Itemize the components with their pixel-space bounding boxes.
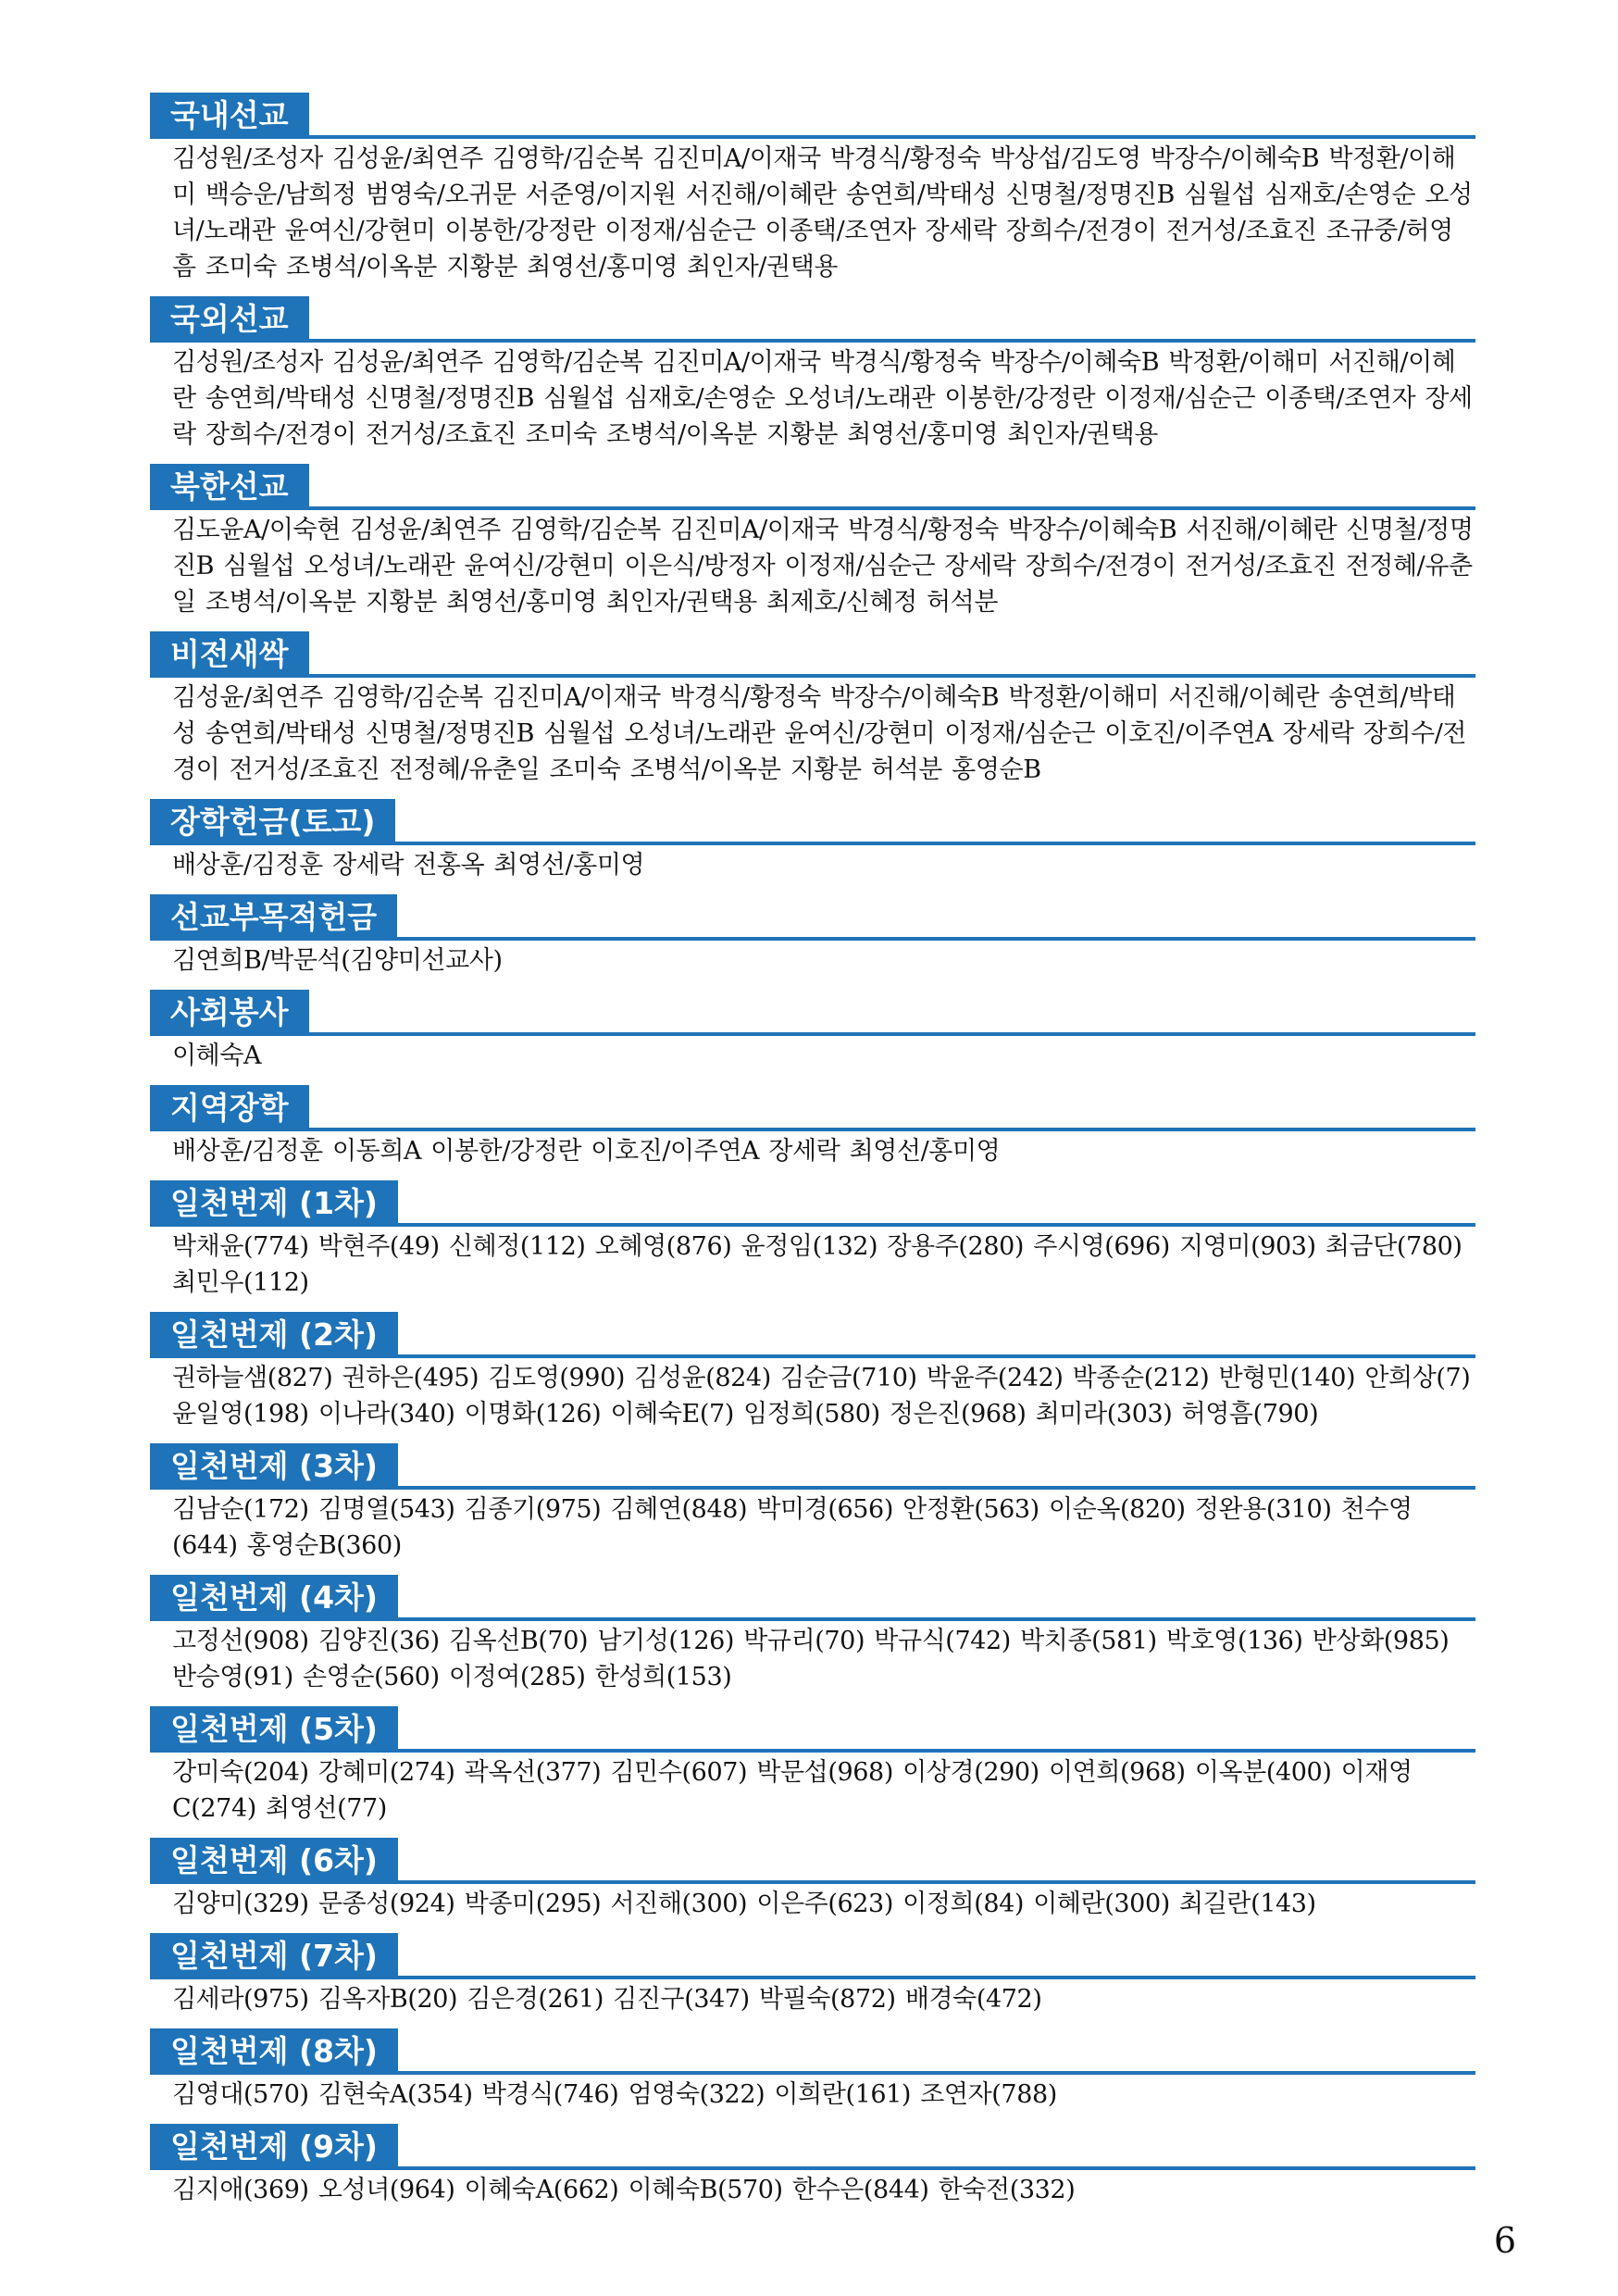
- donor-names: 강미숙(204) 강혜미(274) 곽옥선(377) 김민수(607) 박문섭(968) 이상경(290) 이연희(968) 이옥분(400) 이재영C(274) 최영선(77): [172, 1758, 1413, 1823]
- section-header: [150, 1180, 1475, 1227]
- section-header: [150, 1575, 1475, 1621]
- section-title: 사회봉사: [150, 990, 309, 1036]
- section-divider: [150, 1032, 1475, 1036]
- donor-names: 김연희B/박문석(김양미선교사): [172, 946, 503, 975]
- section-header: [150, 464, 1475, 510]
- offering-section: [150, 1443, 1475, 1564]
- donor-names: 권하늘샘(827) 권하은(495) 김도영(990) 김성윤(824) 김순금(710) 박윤주(242) 박종순(212) 반형민(140) 안희상(7) 윤일영(198) 이나라(340) 이명화(126) 이혜숙E(7) 임정희(580) 정은진(968) 최미라(303) 허영흠(790): [172, 1364, 1471, 1429]
- donor-names: 고정선(908) 김양진(36) 김옥선B(70) 남기성(126) 박규리(70) 박규식(742) 박치종(581) 박호영(136) 반상화(985) 반승영(91) 손영순(560) 이정여(285) 한성희(153): [172, 1627, 1450, 1691]
- donor-names: 김남순(172) 김명열(543) 김종기(975) 김혜연(848) 박미경(656) 안정환(563) 이순옥(820) 정완용(310) 천수영(644) 홍영순B(360): [172, 1495, 1413, 1560]
- section-title: 장학헌금(토고): [150, 799, 395, 845]
- section-title: 일천번제 (9차): [150, 2124, 398, 2170]
- section-divider: [150, 506, 1475, 510]
- donor-names: 김성원/조성자 김성윤/최연주 김영학/김순복 김진미A/이재국 박경식/황정숙 박상섭/김도영 박장수/이혜숙B 박정환/이해미 백승운/남희정 범영숙/오귀문 서준영/이지원 서진해/이혜란 송연희/박태성 신명철/정명진B 심월섭 심재호/손영순 오성녀/노래관 윤여신/강현미 이봉한/강정란 이정재/심순근 이종택/조연자 장세락 장희수/전경이 전거성/조효진 조규중/허영흠 조미숙 조병석/이옥분 지황분 최영선/홍미영 최인자/권택용: [172, 144, 1473, 281]
- section-divider: [150, 1749, 1475, 1753]
- donor-names: 김지애(369) 오성녀(964) 이혜숙A(662) 이혜숙B(570) 한수은(844) 한숙전(332): [172, 2176, 1076, 2204]
- section-divider: [150, 1223, 1475, 1227]
- offering-section: [150, 799, 1475, 883]
- offering-section: [150, 1838, 1475, 1922]
- offering-section: [150, 1312, 1475, 1432]
- section-divider: [150, 2071, 1475, 2075]
- donor-names: 박채윤(774) 박현주(49) 신혜정(112) 오혜영(876) 윤정임(132) 장용주(280) 주시영(696) 지영미(903) 최금단(780) 최민우(112): [172, 1232, 1462, 1297]
- section-title: 지역장학: [150, 1085, 309, 1131]
- section-header: [150, 2028, 1475, 2075]
- section-header: [150, 1443, 1475, 1490]
- section-divider: [150, 1880, 1475, 1884]
- offering-section: [150, 93, 1475, 285]
- donor-names: 김양미(329) 문종성(924) 박종미(295) 서진해(300) 이은주(623) 이정희(84) 이혜란(300) 최길란(143): [172, 1890, 1316, 1918]
- donor-names: 김성윤/최연주 김영학/김순복 김진미A/이재국 박경식/황정숙 박장수/이혜숙B 박정환/이해미 서진해/이혜란 송연희/박태성 송연희/박태성 신명철/정명진B 심월섭 오성녀/노래관 윤여신/강현미 이정재/심순근 이호진/이주연A 장세락 장희수/전경이 전거성/조효진 전정혜/유춘일 조미숙 조병석/이옥분 지황분 허석분 홍영순B: [172, 683, 1467, 784]
- section-divider: [150, 937, 1475, 941]
- offering-section: [150, 296, 1475, 453]
- offering-section: [150, 1575, 1475, 1695]
- section-divider: [150, 1976, 1475, 1979]
- section-divider: [150, 135, 1475, 139]
- donor-names: 이혜숙A: [172, 1042, 262, 1070]
- section-title: 비전새싹: [150, 631, 309, 678]
- offering-section: [150, 2028, 1475, 2113]
- section-title: 일천번제 (5차): [150, 1706, 398, 1753]
- section-header: [150, 799, 1475, 845]
- offering-section: [150, 1180, 1475, 1301]
- offering-section: [150, 990, 1475, 1074]
- section-header: [150, 894, 1475, 941]
- section-title: 일천번제 (8차): [150, 2028, 398, 2075]
- page-number: 6: [1493, 2220, 1516, 2261]
- section-divider: [150, 1617, 1475, 1621]
- section-divider: [150, 842, 1475, 845]
- section-title: 일천번제 (6차): [150, 1838, 398, 1884]
- section-divider: [150, 2166, 1475, 2170]
- donor-names: 김성원/조성자 김성윤/최연주 김영학/김순복 김진미A/이재국 박경식/황정숙 박장수/이혜숙B 박정환/이해미 서진해/이혜란 송연희/박태성 신명철/정명진B 심월섭 심재호/손영순 오성녀/노래관 이봉한/강정란 이정재/심순근 이종택/조연자 장세락 장희수/전경이 전거성/조효진 조미숙 조병석/이옥분 지황분 최영선/홍미영 최인자/권택용: [172, 348, 1473, 449]
- donor-names: 김도윤A/이숙현 김성윤/최연주 김영학/김순복 김진미A/이재국 박경식/황정숙 박장수/이혜숙B 서진해/이혜란 신명철/정명진B 심월섭 오성녀/노래관 윤여신/강현미 이은식/방정자 이정재/심순근 장세락 장희수/전경이 전거성/조효진 전정혜/유춘일 조병석/이옥분 지황분 최영선/홍미영 최인자/권택용 최제호/신혜정 허석분: [172, 516, 1474, 617]
- section-divider: [150, 1486, 1475, 1490]
- section-header: [150, 1838, 1475, 1884]
- section-divider: [150, 1354, 1475, 1358]
- section-header: [150, 93, 1475, 139]
- offering-section: [150, 464, 1475, 620]
- section-header: [150, 1706, 1475, 1753]
- section-title: 국외선교: [150, 296, 309, 343]
- offering-section: [150, 2124, 1475, 2208]
- offering-section: [150, 894, 1475, 979]
- section-title: 일천번제 (1차): [150, 1180, 398, 1227]
- section-header: [150, 2124, 1475, 2170]
- section-title: 북한선교: [150, 464, 309, 510]
- donor-names: 김영대(570) 김현숙A(354) 박경식(746) 엄영숙(322) 이희란(161) 조연자(788): [172, 2080, 1057, 2109]
- section-title: 선교부목적헌금: [150, 894, 397, 941]
- section-title: 일천번제 (4차): [150, 1575, 398, 1621]
- offering-section: [150, 1706, 1475, 1827]
- section-title: 일천번제 (2차): [150, 1312, 398, 1358]
- donor-list: [150, 93, 1475, 2219]
- offering-section: [150, 631, 1475, 788]
- section-title: 일천번제 (7차): [150, 1933, 398, 1979]
- donor-names: 배상훈/김정훈 이동희A 이봉한/강정란 이호진/이주연A 장세락 최영선/홍미영: [172, 1137, 1001, 1166]
- section-header: [150, 990, 1475, 1036]
- offering-section: [150, 1933, 1475, 2017]
- section-header: [150, 631, 1475, 678]
- donor-names: 배상훈/김정훈 장세락 전홍옥 최영선/홍미영: [172, 851, 645, 880]
- section-divider: [150, 674, 1475, 678]
- section-title: 일천번제 (3차): [150, 1443, 398, 1490]
- section-header: [150, 1933, 1475, 1979]
- section-header: [150, 1085, 1475, 1131]
- section-title: 국내선교: [150, 93, 309, 139]
- offering-section: [150, 1085, 1475, 1169]
- section-divider: [150, 339, 1475, 343]
- section-divider: [150, 1128, 1475, 1131]
- section-header: [150, 1312, 1475, 1358]
- donor-names: 김세라(975) 김옥자B(20) 김은경(261) 김진구(347) 박필숙(872) 배경숙(472): [172, 1985, 1042, 2014]
- section-header: [150, 296, 1475, 343]
